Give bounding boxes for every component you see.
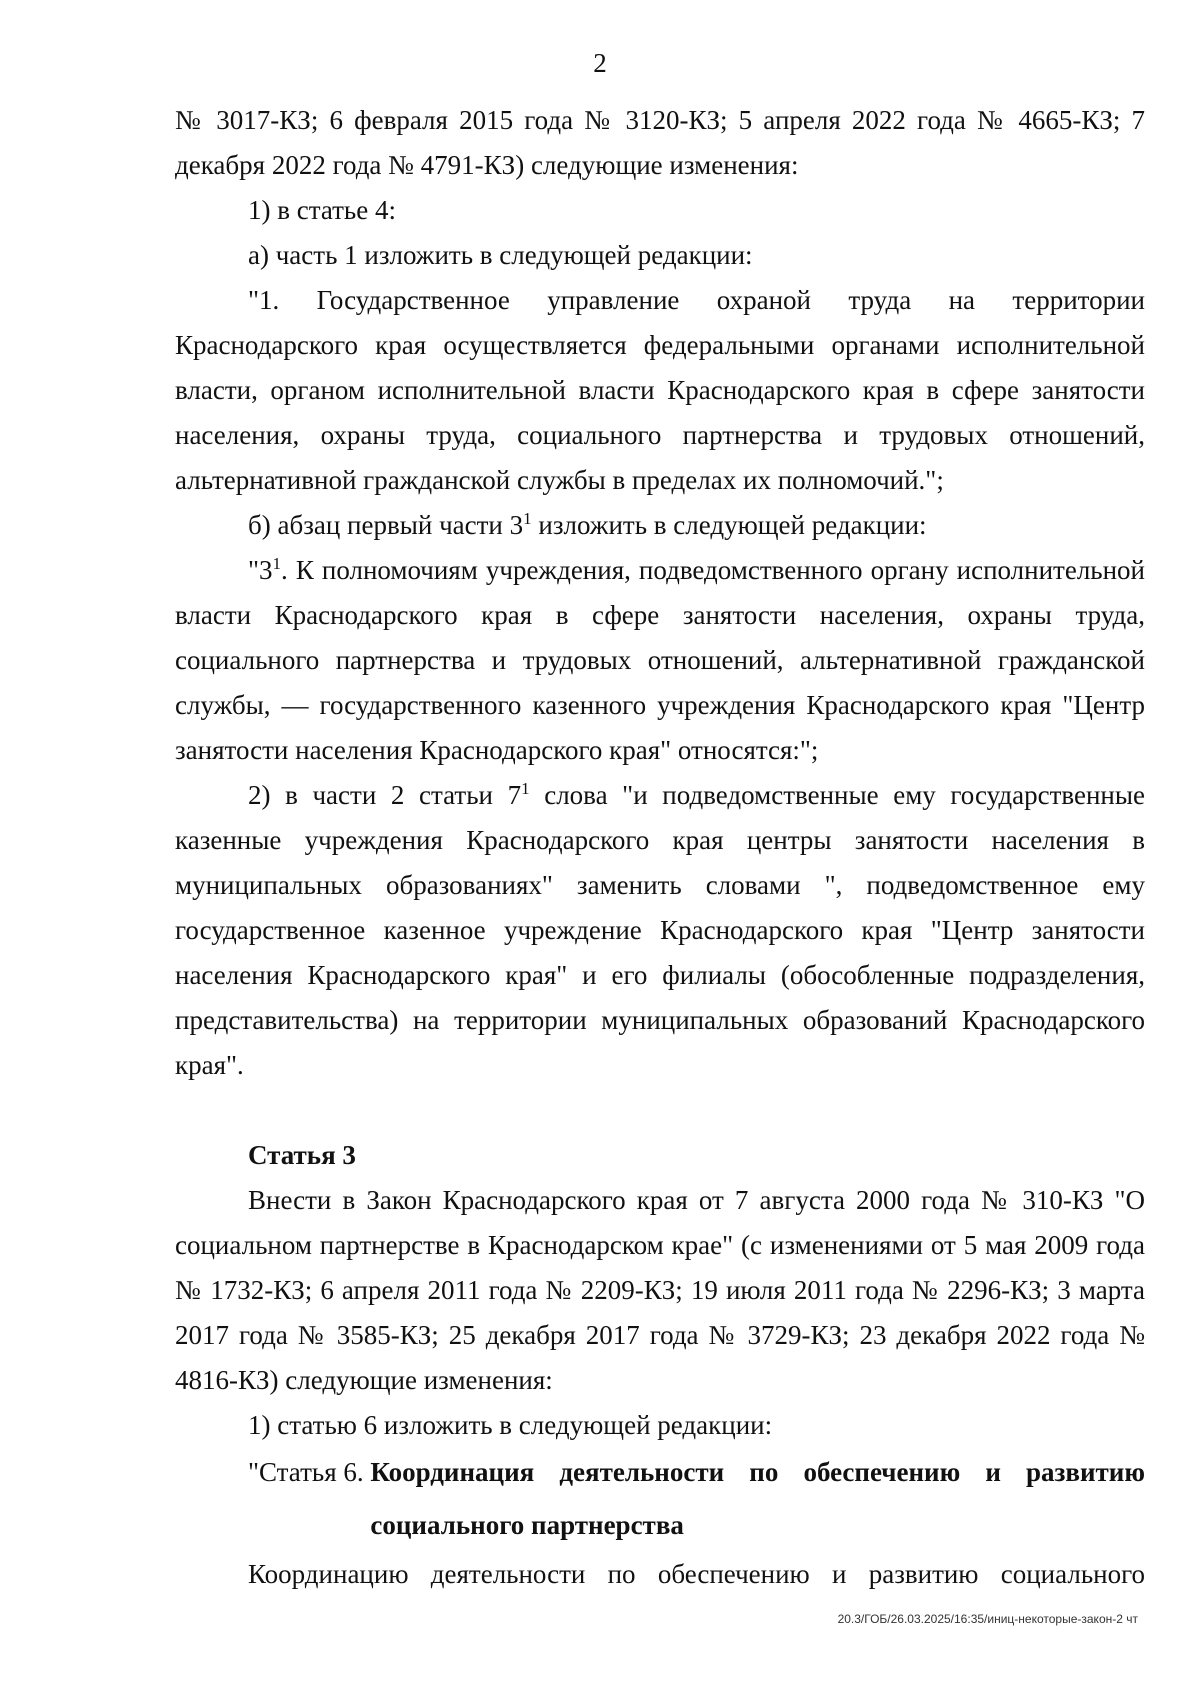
paragraph bbox=[175, 773, 1145, 1088]
superscript: 1 bbox=[521, 779, 530, 798]
page-number: 2 bbox=[593, 48, 607, 78]
article-heading: Статья 3 bbox=[248, 1140, 356, 1170]
text-run: б) абзац первый части 3 bbox=[248, 510, 524, 540]
paragraph: а) часть 1 изложить в следующей редакции: bbox=[248, 240, 753, 270]
article-title bbox=[175, 1450, 1145, 1552]
text-run: слова "и подведомственные ему государственные казенные учреждения Краснодарского края центры занятости населения в муниципальных образованиях" заменить словами ", подведомственное ему государственное казенное учреждение Краснодарского края "Центр занятости населения Краснодарского края" и его филиалы (обособленные подразделения, представительства) на территории муниципальных образований Краснодарского края". bbox=[175, 780, 1146, 1080]
text-run: изложить в следующей редакции: bbox=[531, 510, 927, 540]
paragraph: 1) статью 6 изложить в следующей редакции: bbox=[248, 1410, 773, 1440]
quoted-paragraph: "1. Государственное управление охраной труда на территории Краснодарского края осуществляется федеральными органами исполнительной власти, органом исполнительной власти Краснодарского края в сфере занятости населения, охраны труда, социального партнерства и трудовых отношений, альтернативной гражданской службы в пределах их полномочий."; bbox=[175, 285, 1145, 495]
text-run: "3 bbox=[248, 555, 273, 585]
paragraph: 1) в статье 4: bbox=[248, 195, 396, 225]
article-title-text: Координация деятельности по обеспечению и развитию социального партнерства bbox=[370, 1457, 1145, 1540]
article-title-prefix: "Статья 6. bbox=[248, 1457, 371, 1487]
document-body bbox=[175, 98, 1145, 1597]
footer-stamp: 20.3/ГОБ/26.03.2025/16:35/иниц-некоторые-закон-2 чт bbox=[837, 1612, 1138, 1626]
superscript: 1 bbox=[523, 509, 532, 528]
text-run: 2) в части 2 статьи 7 bbox=[248, 780, 522, 810]
paragraph: Координацию деятельности по обеспечению и развитию социального bbox=[248, 1559, 1145, 1589]
paragraph: № 3017-КЗ; 6 февраля 2015 года № 3120-КЗ; 5 апреля 2022 года № 4665-КЗ; 7 декабря 2022 года № 4791-КЗ) следующие изменения: bbox=[175, 105, 1145, 180]
paragraph: Внести в Закон Краснодарского края от 7 августа 2000 года № 310-КЗ "О социальном партнерстве в Краснодарском крае" (с изменениями от 5 мая 2009 года № 1732-КЗ; 6 апреля 2011 года № 2209-КЗ; 19 июля 2011 года № 2296-КЗ; 3 марта 2017 года № 3585-КЗ; 25 декабря 2017 года № 3729-КЗ; 23 декабря 2022 года № 4816-КЗ) следующие изменения: bbox=[175, 1185, 1145, 1395]
paragraph bbox=[175, 503, 1145, 548]
superscript: 1 bbox=[272, 554, 282, 573]
text-run: . К полномочиям учреждения, подведомственного органу исполнительной власти Краснодарского края в сфере занятости населения, охраны труда, социального партнерства и трудовых отношений, альтернативной гражданской службы, — государственного казенного учреждения Краснодарского края "Центр занятости населения Краснодарского края" относятся:"; bbox=[175, 555, 1145, 765]
quoted-paragraph bbox=[175, 548, 1145, 773]
